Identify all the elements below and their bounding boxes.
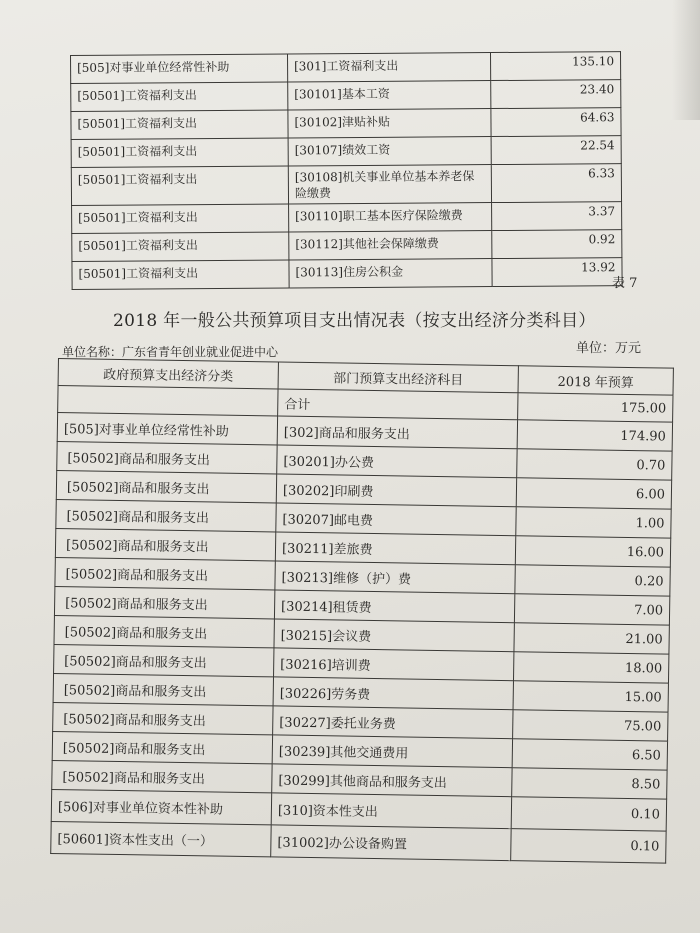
table-cell: [50502]商品和服务支出 xyxy=(56,470,276,502)
table-row xyxy=(71,164,621,206)
table-cell: 7.00 xyxy=(514,594,669,625)
table-cell: [50501]工资福利支出 xyxy=(71,138,288,168)
table-cell: [505]对事业单位经常性补助 xyxy=(57,413,277,445)
table-cell: 22.54 xyxy=(491,136,621,165)
table-cell: 1.00 xyxy=(516,507,671,538)
table-cell: [50502]商品和服务支出 xyxy=(54,644,274,676)
table-cell: 0.10 xyxy=(511,829,666,863)
table-cell: [302]商品和服务支出 xyxy=(277,416,517,449)
table-cell: [30213]维修（护）费 xyxy=(275,561,515,594)
table-cell: [50502]商品和服务支出 xyxy=(52,731,272,763)
table-cell: [30102]津贴补贴 xyxy=(288,109,491,138)
table-cell: [50501]工资福利支出 xyxy=(72,232,289,262)
table-cell: [310]资本性支出 xyxy=(271,793,511,829)
table-cell: [30107]绩效工资 xyxy=(288,137,491,166)
table-cell: [30299]其他商品和服务支出 xyxy=(272,764,512,797)
table-row xyxy=(71,80,621,112)
table-cell: 0.70 xyxy=(517,449,672,480)
page-title: 2018 年一般公共预算项目支出情况表（按支出经济分类科目） xyxy=(113,311,596,331)
table-cell: [30227]委托业务费 xyxy=(273,706,513,739)
table-cell: 16.00 xyxy=(515,536,670,567)
header-cell: 部门预算支出经济科目 xyxy=(278,362,518,393)
table-cell: 0.20 xyxy=(515,565,670,596)
table-cell: [50502]商品和服务支出 xyxy=(57,441,277,473)
table-cell: [50501]工资福利支出 xyxy=(71,166,288,206)
table-row xyxy=(71,52,621,84)
table-cell: [30211]差旅费 xyxy=(275,532,515,565)
table-cell: [30110]职工基本医疗保险缴费 xyxy=(289,203,492,232)
table-cell: 8.50 xyxy=(512,768,667,799)
table-cell: [50501]工资福利支出 xyxy=(72,204,289,234)
table-cell: [50502]商品和服务支出 xyxy=(54,586,274,618)
page-edge-shadow xyxy=(672,0,700,120)
total-value: 175.00 xyxy=(518,393,673,422)
table-cell: 13.92 xyxy=(492,258,622,287)
table-cell: [301]工资福利支出 xyxy=(287,53,490,82)
table-cell: [50502]商品和服务支出 xyxy=(52,760,272,792)
table-cell: 174.90 xyxy=(517,420,672,451)
table-cell: [50501]工资福利支出 xyxy=(72,260,289,290)
table-cell: 18.00 xyxy=(513,652,668,683)
table-cell: [30216]培训费 xyxy=(274,648,514,681)
table-cell: 6.33 xyxy=(491,164,621,203)
table-cell: [50501]工资福利支出 xyxy=(71,82,288,112)
table-row xyxy=(72,202,622,234)
table-cell: [50502]商品和服务支出 xyxy=(55,557,275,589)
table-cell: 21.00 xyxy=(514,623,669,654)
table-cell: [30226]劳务费 xyxy=(273,677,513,710)
table-cell: [50502]商品和服务支出 xyxy=(53,702,273,734)
table-row xyxy=(72,258,622,290)
header-cell: 2018 年预算 xyxy=(518,366,673,395)
table-cell: 135.10 xyxy=(490,52,620,81)
table-cell: 64.63 xyxy=(491,108,621,137)
table-cell: 75.00 xyxy=(513,710,668,741)
header-cell: 政府预算支出经济分类 xyxy=(58,359,278,389)
table-cell: [50502]商品和服务支出 xyxy=(56,499,276,531)
table-cell: 6.00 xyxy=(516,478,671,509)
table-cell: [506]对事业单位资本性补助 xyxy=(51,789,271,824)
table-row xyxy=(71,108,621,140)
total-label: 合计 xyxy=(278,389,518,420)
unit-label: 单位：万元 xyxy=(576,341,642,356)
table-cell: [30215]会议费 xyxy=(274,619,514,652)
table-cell: [50502]商品和服务支出 xyxy=(54,615,274,647)
table-cell: [30201]办公费 xyxy=(277,445,517,478)
table-cell: [30202]印刷费 xyxy=(276,474,516,507)
project-expense-table xyxy=(50,358,674,864)
table-cell: [50502]商品和服务支出 xyxy=(53,673,273,705)
table-cell: 23.40 xyxy=(491,80,621,109)
table-cell: [30207]邮电费 xyxy=(276,503,516,536)
table-cell xyxy=(58,386,278,416)
table-cell: 0.92 xyxy=(492,230,622,259)
table-cell: 6.50 xyxy=(512,739,667,770)
table-cell: [505]对事业单位经常性补助 xyxy=(71,54,288,84)
table-cell: [30112]其他社会保障缴费 xyxy=(289,231,492,260)
table-cell: [50501]工资福利支出 xyxy=(71,110,288,140)
table-number-label: 表 7 xyxy=(612,276,638,291)
table-cell: [50502]商品和服务支出 xyxy=(55,528,275,560)
table-cell: [30108]机关事业单位基本养老保险缴费 xyxy=(288,165,491,204)
table-cell: [30239]其他交通费用 xyxy=(272,735,512,768)
table-cell: 3.37 xyxy=(492,202,622,231)
table-cell: [30214]租赁费 xyxy=(274,590,514,623)
expense-table-top xyxy=(70,51,623,290)
table-cell: [31002]办公设备购置 xyxy=(271,825,511,861)
table-cell: [30113]住房公积金 xyxy=(289,259,492,288)
unit-name-label: 单位名称：广东省青年创业就业促进中心 xyxy=(62,345,279,359)
table-cell: [30101]基本工资 xyxy=(288,81,491,110)
table-cell: 15.00 xyxy=(513,681,668,712)
table-row xyxy=(71,136,621,168)
table-cell: 0.10 xyxy=(511,797,666,831)
table-cell: [50601]资本性支出（一） xyxy=(51,821,271,856)
table-row xyxy=(72,230,622,262)
